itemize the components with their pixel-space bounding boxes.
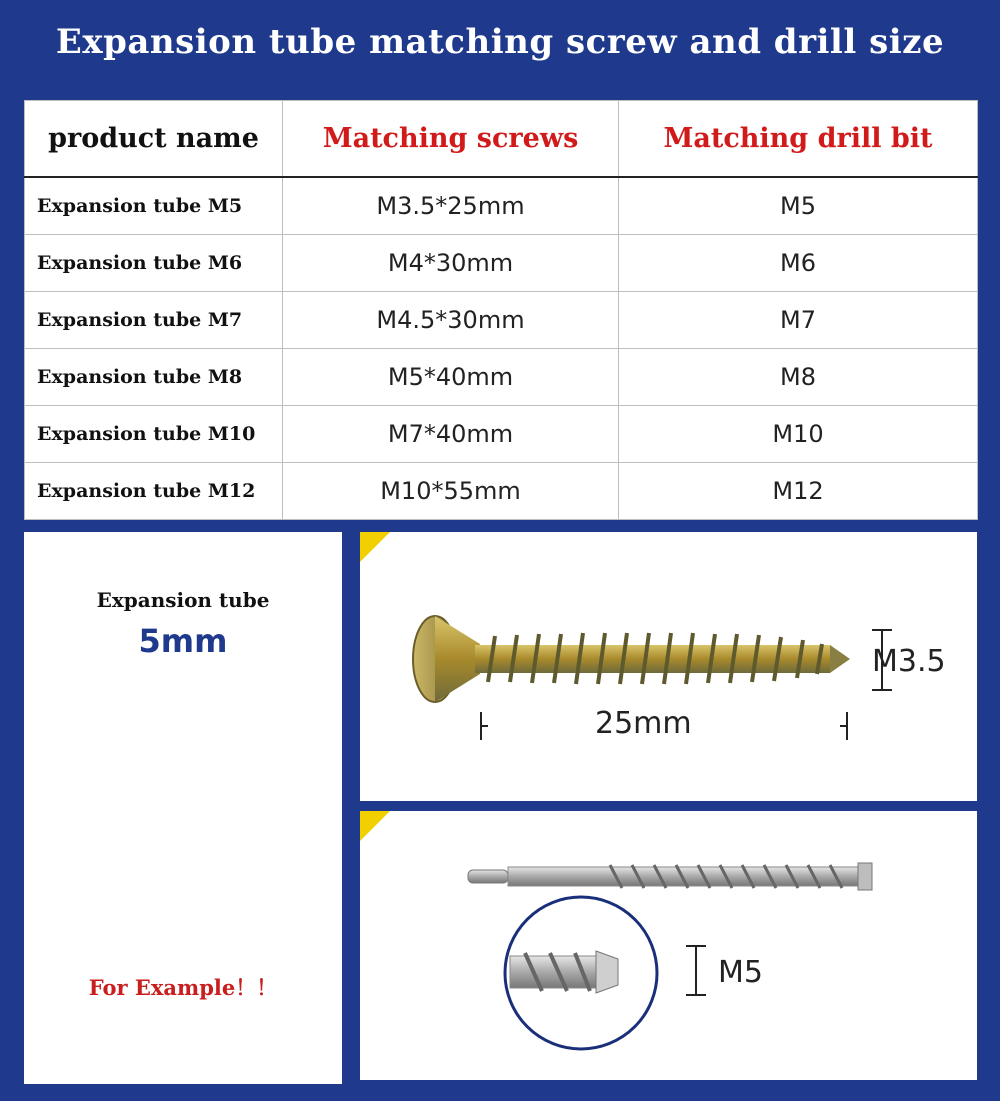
cell-drill-bit: M10 bbox=[619, 406, 978, 463]
screw-length-label: 25mm bbox=[595, 706, 692, 741]
cell-screw: M4.5*30mm bbox=[283, 292, 619, 349]
cell-screw: M4*30mm bbox=[283, 235, 619, 292]
cell-drill-bit: M8 bbox=[619, 349, 978, 406]
table-row bbox=[25, 235, 978, 292]
header-matching-drill-bit: Matching drill bit bbox=[619, 101, 978, 178]
cell-product-name: Expansion tube M12 bbox=[25, 463, 283, 520]
drill-bit-image bbox=[360, 811, 977, 1080]
cell-drill-bit: M6 bbox=[619, 235, 978, 292]
page-title: Expansion tube matching screw and drill size bbox=[55, 22, 945, 62]
expansion-tube-label: Expansion tube bbox=[96, 588, 270, 612]
expansion-tube-size: 5mm bbox=[138, 622, 228, 660]
cell-drill-bit: M7 bbox=[619, 292, 978, 349]
drill-diameter-label: M5 bbox=[718, 955, 763, 990]
table-row bbox=[25, 349, 978, 406]
cell-screw: M3.5*25mm bbox=[283, 177, 619, 235]
screw-diameter-label: M3.5 bbox=[872, 644, 946, 679]
cell-screw: M10*55mm bbox=[283, 463, 619, 520]
cell-drill-bit: M5 bbox=[619, 177, 978, 235]
header-matching-screws: Matching screws bbox=[283, 101, 619, 178]
cell-product-name: Expansion tube M5 bbox=[25, 177, 283, 235]
example-panel bbox=[24, 532, 342, 1084]
screw-panel bbox=[360, 532, 977, 801]
for-example-note: For Example！！ bbox=[88, 975, 278, 1000]
cell-drill-bit: M12 bbox=[619, 463, 978, 520]
cell-product-name: Expansion tube M8 bbox=[25, 349, 283, 406]
cell-product-name: Expansion tube M6 bbox=[25, 235, 283, 292]
cell-screw: M5*40mm bbox=[283, 349, 619, 406]
cell-product-name: Expansion tube M10 bbox=[25, 406, 283, 463]
table-row bbox=[25, 292, 978, 349]
table-row bbox=[25, 406, 978, 463]
table-row bbox=[25, 177, 978, 235]
spec-table bbox=[24, 100, 978, 520]
cell-screw: M7*40mm bbox=[283, 406, 619, 463]
cell-product-name: Expansion tube M7 bbox=[25, 292, 283, 349]
table-row bbox=[25, 463, 978, 520]
table-header-row bbox=[25, 101, 978, 178]
header-product-name: product name bbox=[25, 101, 283, 178]
drill-panel bbox=[360, 811, 977, 1080]
